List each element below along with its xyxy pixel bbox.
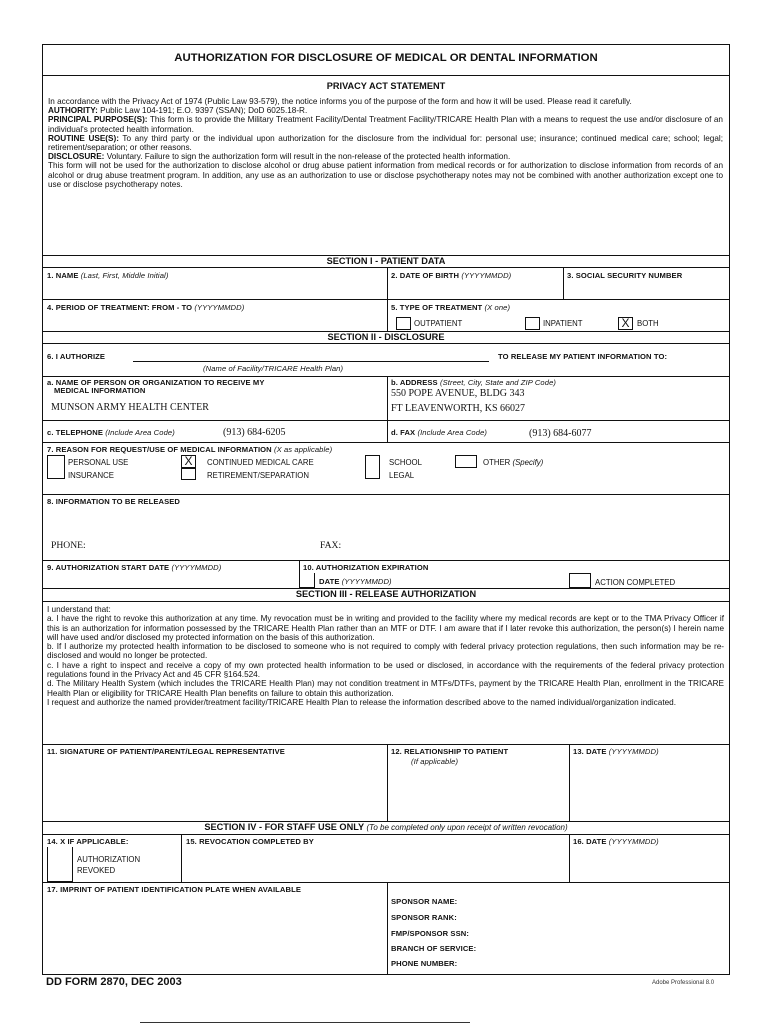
expiration-checkbox[interactable] [299,573,315,588]
release-to-label: TO RELEASE MY PATIENT INFORMATION TO: [498,352,668,361]
school-legal-checkbox[interactable] [365,455,380,479]
personal-use-label: PERSONAL USE [68,458,129,467]
inpatient-checkbox[interactable] [525,317,540,330]
action-completed-checkbox[interactable] [569,573,591,588]
release-line-b: b. If I authorize my protected health information to be disclosed to someone who is not required to comply with federal privacy protection regulations, then such information may be re-disclosed and would no longer be protected. [47,642,724,661]
facility-name-line[interactable] [133,361,489,362]
authorize-label: 6. I AUTHORIZE [47,352,106,361]
privacy-intro: In accordance with the Privacy Act of 1974 (Public Law 93-579), the notice informs you of the purpose of the form and how it will be used. Please read it carefully. [48,97,632,106]
authorization-revoked-checkbox[interactable] [47,847,73,882]
x-if-applicable-label: 14. X IF APPLICABLE: [47,837,129,846]
school-label: SCHOOL [389,458,422,467]
retirement-checkbox[interactable] [181,468,196,480]
telephone-value[interactable]: (913) 684-6205 [223,427,286,438]
insurance-label: INSURANCE [68,471,114,480]
continued-care-label: CONTINUED MEDICAL CARE [207,458,314,467]
action-completed-label: ACTION COMPLETED [595,578,676,587]
sponsor-rank-label: SPONSOR RANK: [391,913,457,922]
privacy-act-statement [48,97,723,189]
revocation-completed-label: 15. REVOCATION COMPLETED BY [186,837,314,846]
release-authorization-text [47,605,724,707]
relationship-label: 12. RELATIONSHIP TO PATIENT [391,747,509,756]
revocation-date-label: 16. DATE (YYYYMMDD) [573,837,659,846]
information-fax-label: FAX: [320,540,342,551]
expiration-label: 10. AUTHORIZATION EXPIRATION [303,563,429,572]
section-1-heading: SECTION I - PATIENT DATA [326,256,446,266]
other-label: OTHER (Specify) [483,458,544,467]
section-4-heading: SECTION IV - FOR STAFF USE ONLY (To be completed only upon receipt of written revocation) [204,822,568,832]
release-line-c: c. I have a right to inspect and receive a copy of my own protected health information to be used or disclosed, in accordance with the requirements of the federal privacy protection regulations found in the Privacy Act and 45 CFR §164.524. [47,660,724,680]
release-line-a: a. I have the right to revoke this authorization at any time. My revocation must be in writing and provided to the facility where my medical records are kept or to the TMA Privacy Officer if this is an authorization for information possessed by the TRICARE Health Plan rather than an MTF or DTF. I am aware that if I later revoke this authorization, the person(s) I herein name will have used and/or disclosed my protected information on the basis of this authorization. [47,614,724,642]
phone-number-label: PHONE NUMBER: [391,959,458,968]
ssn-label: 3. SOCIAL SECURITY NUMBER [567,271,683,280]
telephone-label: c. TELEPHONE (Include Area Code) [47,428,175,437]
section-3-heading: SECTION III - RELEASE AUTHORIZATION [295,589,477,599]
sponsor-name-label: SPONSOR NAME: [391,897,458,906]
fax-label: d. FAX (Include Area Code) [391,428,488,437]
routine-use-label: ROUTINE USE(S): [48,133,119,143]
information-released-label: 8. INFORMATION TO BE RELEASED [47,497,180,506]
purpose-text: This form is to provide the Military Treatment Facility/Dental Treatment Facility/TRICARE Health Plan with a means to request the use and/or disclosure of an individual's protected health information. [48,115,723,134]
expiration-date-label: DATE (YYYYMMDD) [319,577,392,586]
patient-date-label: 13. DATE (YYYYMMDD) [573,747,659,756]
signature-label: 11. SIGNATURE OF PATIENT/PARENT/LEGAL REPRESENTATIVE [47,747,285,756]
form-identifier: DD FORM 2870, DEC 2003 [46,976,182,988]
address-line-1[interactable]: 550 POPE AVENUE, BLDG 343 [391,388,525,399]
both-label: BOTH [637,319,659,328]
release-line-intro: I understand that: [47,605,111,614]
fax-value[interactable]: (913) 684-6077 [529,428,592,439]
purpose-label: PRINCIPAL PURPOSE(S): [48,115,148,125]
continued-care-checkbox[interactable]: X [181,455,196,468]
recipient-name-value[interactable]: MUNSON ARMY HEALTH CENTER [51,402,209,413]
name-label: 1. NAME (Last, First, Middle Initial) [47,271,169,280]
scan-edge-line [140,1022,470,1023]
outpatient-label: OUTPATIENT [414,319,463,328]
both-checkbox[interactable]: X [618,317,633,330]
address-label: b. ADDRESS (Street, City, State and ZIP Code) [391,378,557,387]
personal-use-checkbox[interactable] [47,455,65,479]
period-of-treatment-label: 4. PERIOD OF TREATMENT: FROM - TO (YYYYMMDD) [47,303,245,312]
routine-use-text: To any third party or the individual upon authorization for the disclosure from the individual for: personal use; insurance; continued medical care; school; legal; retirement/separation; or other reasons. [48,133,723,153]
branch-of-service-label: BRANCH OF SERVICE: [391,944,477,953]
imprint-label: 17. IMPRINT OF PATIENT IDENTIFICATION PLATE WHEN AVAILABLE [47,885,301,894]
privacy-act-heading: PRIVACY ACT STATEMENT [326,81,446,91]
retirement-label: RETIREMENT/SEPARATION [207,471,309,480]
address-line-2[interactable]: FT LEAVENWORTH, KS 66027 [391,403,526,414]
information-phone-label: PHONE: [51,540,86,551]
relationship-hint: (If applicable) [411,757,459,766]
authorization-revoked-label-2: REVOKED [77,866,116,875]
software-stamp: Adobe Professional 8.0 [652,980,715,986]
release-line-request: I request and authorize the named provider/treatment facility/TRICARE Health Plan to release the information described above to the named individual/organization indicated. [47,697,676,707]
disclosure-text: Voluntary. Failure to sign the authorization form will result in the non-release of the protected health information. [106,152,511,162]
authority-label: AUTHORITY: [48,106,98,116]
release-line-d: d. The Military Health System (which includes the TRICARE Health Plan) may not condition treatment in MTFs/DTFs, payment by the TRICARE Health Plan, enrollment in the TRICARE Health Plan or eligibility for TRICARE Health Plan benefits on failure to obtain this authorization. [47,679,724,698]
recipient-label-2: MEDICAL INFORMATION [54,386,146,395]
inpatient-label: INPATIENT [543,319,583,328]
facility-hint: (Name of Facility/TRICARE Health Plan) [203,364,344,373]
section-2-heading: SECTION II - DISCLOSURE [327,332,445,342]
legal-label: LEGAL [389,471,415,480]
start-date-label: 9. AUTHORIZATION START DATE (YYYYMMDD) [47,563,222,572]
authority-text: Public Law 104-191; E.O. 9397 (SSAN); DoD 6025.18-R. [100,106,308,116]
type-of-treatment-label: 5. TYPE OF TREATMENT (X one) [391,303,511,312]
outpatient-checkbox[interactable] [396,317,411,330]
reason-label: 7. REASON FOR REQUEST/USE OF MEDICAL INFORMATION (X as applicable) [47,445,333,454]
form-title: AUTHORIZATION FOR DISCLOSURE OF MEDICAL OR DENTAL INFORMATION [174,52,598,64]
disclosure-label: DISCLOSURE: [48,152,105,162]
disclosure-form [42,44,730,975]
privacy-note: This form will not be used for the authorization to disclose alcohol or drug abuse patient information from medical records or for authorization to disclose information from records of an alcohol or drug abuse treatment program. In addition, any use as an authorization to use or disclose psychotherapy notes may not be combined with another authorization except one to use or disclose psychotherapy notes. [48,161,723,189]
authorization-revoked-label-1: AUTHORIZATION [77,855,141,864]
other-checkbox[interactable] [455,455,477,468]
recipient-label-1: a. NAME OF PERSON OR ORGANIZATION TO RECEIVE MY [47,378,265,387]
dob-label: 2. DATE OF BIRTH (YYYYMMDD) [391,271,512,280]
fmp-sponsor-ssn-label: FMP/SPONSOR SSN: [391,929,469,938]
